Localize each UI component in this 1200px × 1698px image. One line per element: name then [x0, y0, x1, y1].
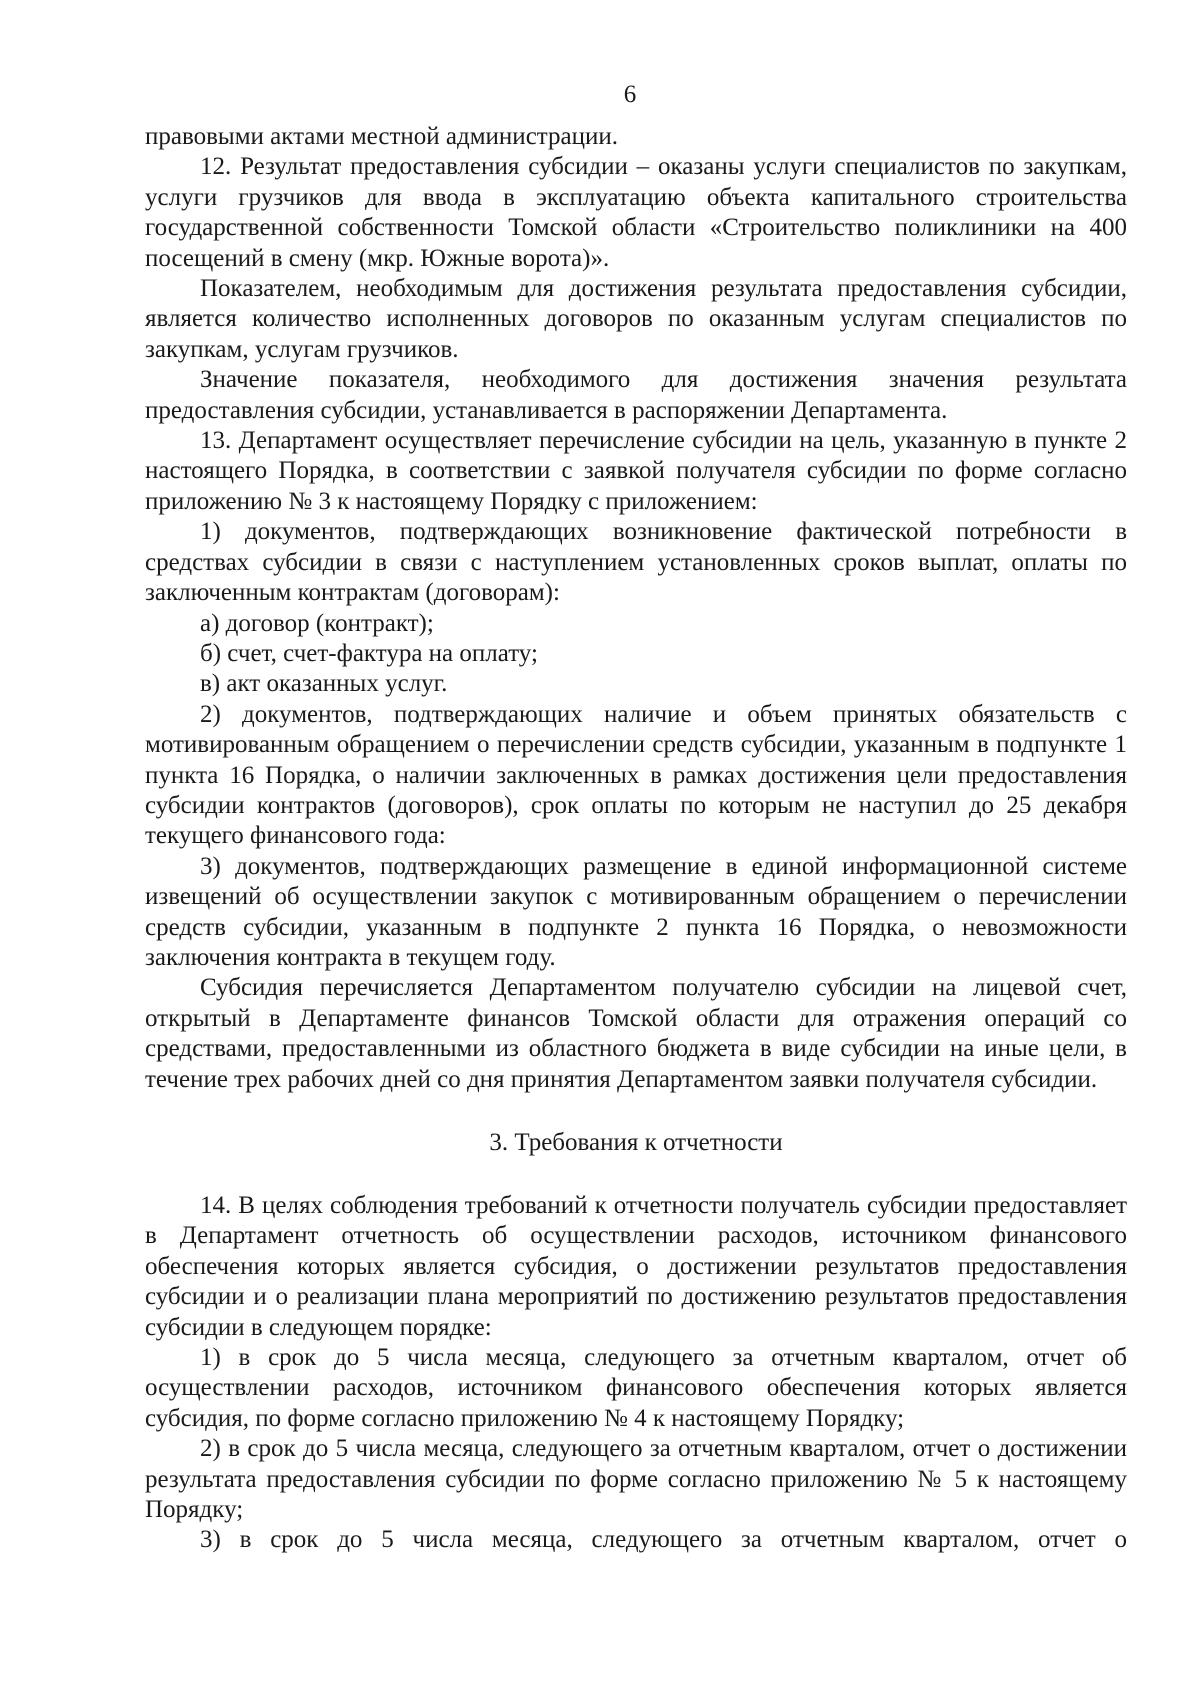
paragraph-subitem-1: 1) документов, подтверждающих возникновение фактической потребности в средствах субсидии в связи с наступлением установленных сроков выплат, оплаты по заключенным контрактам (договорам): [145, 518, 1127, 607]
paragraph-report-1: 1) в срок до 5 числа месяца, следующего за отчетным кварталом, отчет об осуществлении расходов, источником финансового обеспечения которых является субсидия, по форме согласно приложению № 4 к настоящему Порядку; [145, 1344, 1127, 1432]
paragraph-report-2: 2) в срок до 5 числа месяца, следующего за отчетным кварталом, отчет о достижении результата предоставления субсидии по форме согласно приложению № 5 к настоящему Порядку; [145, 1435, 1127, 1524]
paragraph-subitem-v: в) акт оказанных услуг. [200, 670, 448, 698]
paragraph-continuation: правовыми актами местной администрации. [145, 123, 618, 150]
paragraph-item-12: 12. Результат предоставления субсидии – оказаны услуги специалистов по закупкам, услуги грузчиков для ввода в эксплуатацию объекта капитального строительства государственной собственности Томской области «Строительство поликлиники на 400 посещений в смену (мкр. Южные ворота)». [145, 153, 1127, 272]
section-heading: 3. Требования к отчетности [489, 1129, 783, 1156]
paragraph-report-3: 3) в срок до 5 числа месяца, следующего за отчетным кварталом, отчет о [200, 1526, 1127, 1554]
paragraph-item-14: 14. В целях соблюдения требований к отчетности получатель субсидии предоставляет в Департамент отчетность об осуществлении расходов, источником финансового обеспечения которых является субсидия, о достижении результатов предоставления субсидии и о реализации плана мероприятий по достижению результатов предоставления субсидии в следующем порядке: [145, 1192, 1127, 1341]
paragraph-subitem-b: б) счет, счет-фактура на оплату; [200, 639, 538, 667]
document-body [145, 122, 1127, 1556]
paragraph-subitem-2: 2) документов, подтверждающих наличие и объем принятых обязательств с мотивированным обращением о перечислении средств субсидии, указанным в подпункте 1 пункта 16 Порядка, о наличии заключенных в рамках достижения цели предоставления субсидии контрактов (договоров), срок оплаты по которым не наступил до 25 декабря текущего финансового года: [145, 700, 1127, 850]
paragraph-transfer: Субсидия перечисляется Департаментом получателю субсидии на лицевой счет, открытый в Департаменте финансов Томской области для отражения операций со средствами, предоставленными из областного бюджета в виде субсидии на иные цели, в течение трех рабочих дней со дня принятия Департаментом заявки получателя субсидии. [145, 974, 1127, 1093]
paragraph-indicator-value: Значение показателя, необходимого для достижения значения результата предоставления субсидии, устанавливается в распоряжении Департамента. [145, 366, 1127, 424]
page-number: 6 [623, 81, 637, 108]
paragraph-subitem-3: 3) документов, подтверждающих размещение в единой информационной системе извещений об осуществлении закупок с мотивированным обращением о перечислении средств субсидии, указанным в подпункте 2 пункта 16 Порядка, о невозможности заключения контракта в текущем году. [145, 852, 1127, 971]
paragraph-item-13: 13. Департамент осуществляет перечисление субсидии на цель, указанную в пункте 2 настоящего Порядка, в соответствии с заявкой получателя субсидии по форме согласно приложению № 3 к настоящему Порядку с приложением: [145, 427, 1127, 515]
paragraph-indicator: Показателем, необходимым для достижения результата предоставления субсидии, является количество исполненных договоров по оказанным услугам специалистов по закупкам, услугам грузчиков. [145, 275, 1127, 363]
paragraph-subitem-a: а) договор (контракт); [200, 609, 434, 637]
